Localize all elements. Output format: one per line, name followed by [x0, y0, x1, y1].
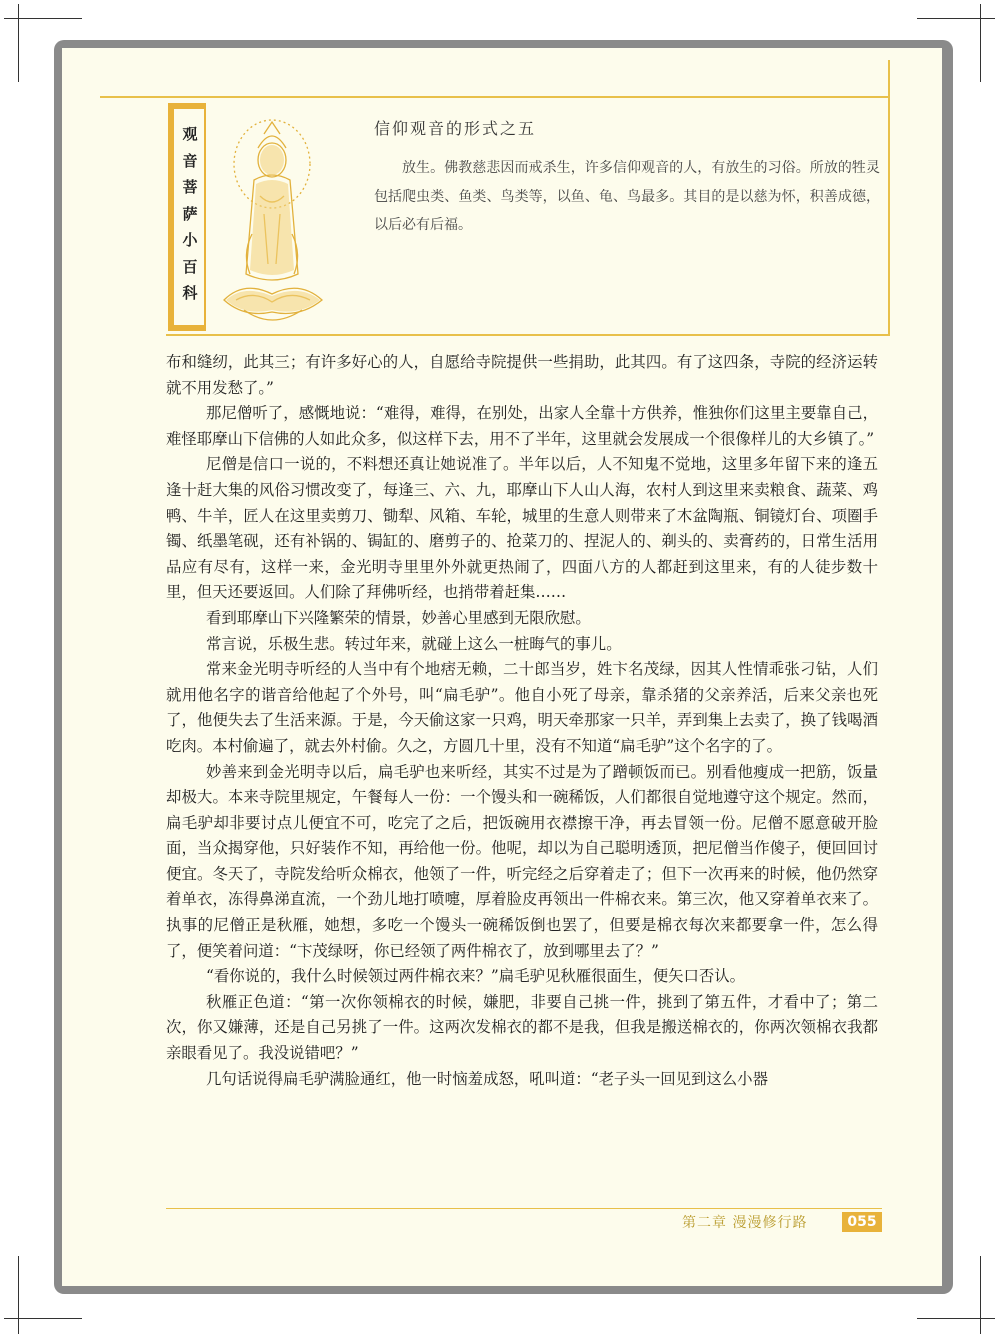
- paragraph: 看到耶摩山下兴隆繁荣的情景，妙善心里感到无限欣慰。: [206, 608, 591, 627]
- paragraph: 常来金光明寺听经的人当中有个地痞无赖，二十郎当岁，姓卞名茂绿，因其人性情乖张刁钻，人们就用他名字的谐音给他起了个外号，叫“扁毛驴”。他自小死了母亲，靠杀猪的父亲养活，后来父亲也死了，他便失去了生活来源。于是，今天偷这家一只鸡，明天牵那家一只羊，弄到集上去卖了，换了钱喝酒吃肉。本村偷遍了，就去外村偷。久之，方圆几十里，没有不知道“扁毛驴”这个名字的了。: [166, 660, 878, 755]
- sidebar-char: 小: [182, 231, 198, 249]
- paragraph: 布和缝纫，此其三；有许多好心的人，自愿给寺院提供一些捐助，此其四。有了这四条，寺院的经济运转就不用发愁了。”: [166, 353, 878, 397]
- crop-mark: [4, 1318, 82, 1319]
- crop-mark: [980, 4, 981, 82]
- sidebar-bar: [204, 109, 206, 325]
- paragraph: 秋雁正色道：“第一次你领棉衣的时候，嫌肥，非要自己挑一件，挑到了第五件，才看中了；第二次，你又嫌薄，还是自己另挑了一件。这两次发棉衣的都不是我，但我是搬送棉衣的，你两次领棉衣我都亲眼看见了。我没说错吧？”: [166, 992, 878, 1063]
- box-title: 信仰观音的形式之五: [374, 119, 537, 138]
- paragraph: 妙善来到金光明寺以后，扁毛驴也来听经，其实不过是为了蹭顿饭而已。别看他瘦成一把筋，饭量却极大。本来寺院里规定，午餐每人一份：一个馒头和一碗稀饭，人们都很自觉地遵守这个规定。然而，扁毛驴却非要讨点儿便宜不可，吃完了之后，把饭碗用衣襟擦干净，再去冒领一份。尼僧不愿意破开脸面，当众揭穿他，只好装作不知，再给他一份。他呢，却以为自己聪明透顶，把尼僧当作傻子，便回回讨便宜。冬天了，寺院发给听众棉衣，他领了一件，听完经之后穿着走了；但下一次再来的时候，他仍然穿着单衣，冻得鼻涕直流，一个劲儿地打喷嚏，厚着脸皮再领出一件棉衣来。第三次，他又穿着单衣来了。执事的尼僧正是秋雁，她想，多吃一个馒头一碗稀饭倒也罢了，但要是棉衣每次来都要拿一件，怎么得了，便笑着问道：“卞茂绿呀，你已经领了两件棉衣了，放到哪里去了？”: [166, 762, 878, 960]
- header-rule: [100, 96, 890, 98]
- sidebar-title: [168, 103, 206, 331]
- sidebar-text: [178, 121, 202, 307]
- paragraph: 几句话说得扁毛驴满脸通红，他一时恼羞成怒，吼叫道：“老子头一回见到这么小器: [206, 1069, 768, 1088]
- main-text: [166, 350, 878, 1092]
- box-text: 放生。佛教慈悲因而戒杀生，许多信仰观音的人，有放生的习俗。所放的牲灵包括爬虫类、鱼类、鸟类等，以鱼、龟、鸟最多。其目的是以慈为怀，积善成德，以后必有后福。: [374, 160, 880, 233]
- paragraph: 常言说，乐极生悲。转过年来，就碰上这么一桩晦气的事儿。: [206, 634, 622, 653]
- crop-mark: [917, 1318, 995, 1319]
- paragraph: “看你说的，我什么时候领过两件棉衣来？”扁毛驴见秋雁很面生，便矢口否认。: [206, 967, 746, 986]
- sidebar-char: 观: [182, 125, 198, 143]
- header-rule-vertical: [888, 60, 890, 336]
- crop-mark: [18, 1256, 19, 1334]
- sidebar-char: 菩: [182, 178, 198, 196]
- footer-rule: [166, 1208, 882, 1209]
- crop-mark: [917, 18, 995, 19]
- box-bottom-rule: [166, 334, 890, 336]
- guanyin-illustration: [214, 104, 334, 334]
- paragraph: 那尼僧听了，感慨地说：“难得，难得，在别处，出家人全靠十方供养，惟独你们这里主要靠自己，难怪耶摩山下信佛的人如此众多，似这样下去，用不了半年，这里就会发展成一个很像样儿的大乡镇了。”: [166, 404, 878, 448]
- sidebar-char: 音: [182, 151, 198, 170]
- paragraph: 尼僧是信口一说的，不料想还真让她说准了。半年以后，人不知鬼不觉地，这里多年留下来的逢五逢十赶大集的风俗习惯改变了，每逢三、六、九，耶摩山下人山人海，农村人到这里来卖粮食、蔬菜、鸡鸭、牛羊，匠人在这里卖剪刀、锄犁、风箱、车轮，城里的生意人则带来了木盆陶瓶、铜镜灯台、项圈手镯、纸墨笔砚，还有补锅的、锔缸的、磨剪子的、抢菜刀的、捏泥人的、剃头的、卖膏药的，日常生活用品应有尽有，这样一来，金光明寺里里外外就更热闹了，四面八方的人都赶到这里来，有的人徒步数十里，但天还要返回。人们除了拜佛听经，也捎带着赶集……: [166, 455, 878, 602]
- crop-mark: [18, 4, 19, 82]
- sidebar-char: 萨: [182, 204, 198, 223]
- page-number: 055: [842, 1212, 882, 1232]
- sidebar-char: 百: [182, 257, 198, 276]
- crop-mark: [4, 18, 82, 19]
- crop-mark: [980, 1256, 981, 1334]
- chapter-label: 第二章 漫漫修行路: [682, 1215, 808, 1231]
- sidebar-char: 科: [182, 284, 198, 302]
- sidebar-bar: [168, 109, 174, 325]
